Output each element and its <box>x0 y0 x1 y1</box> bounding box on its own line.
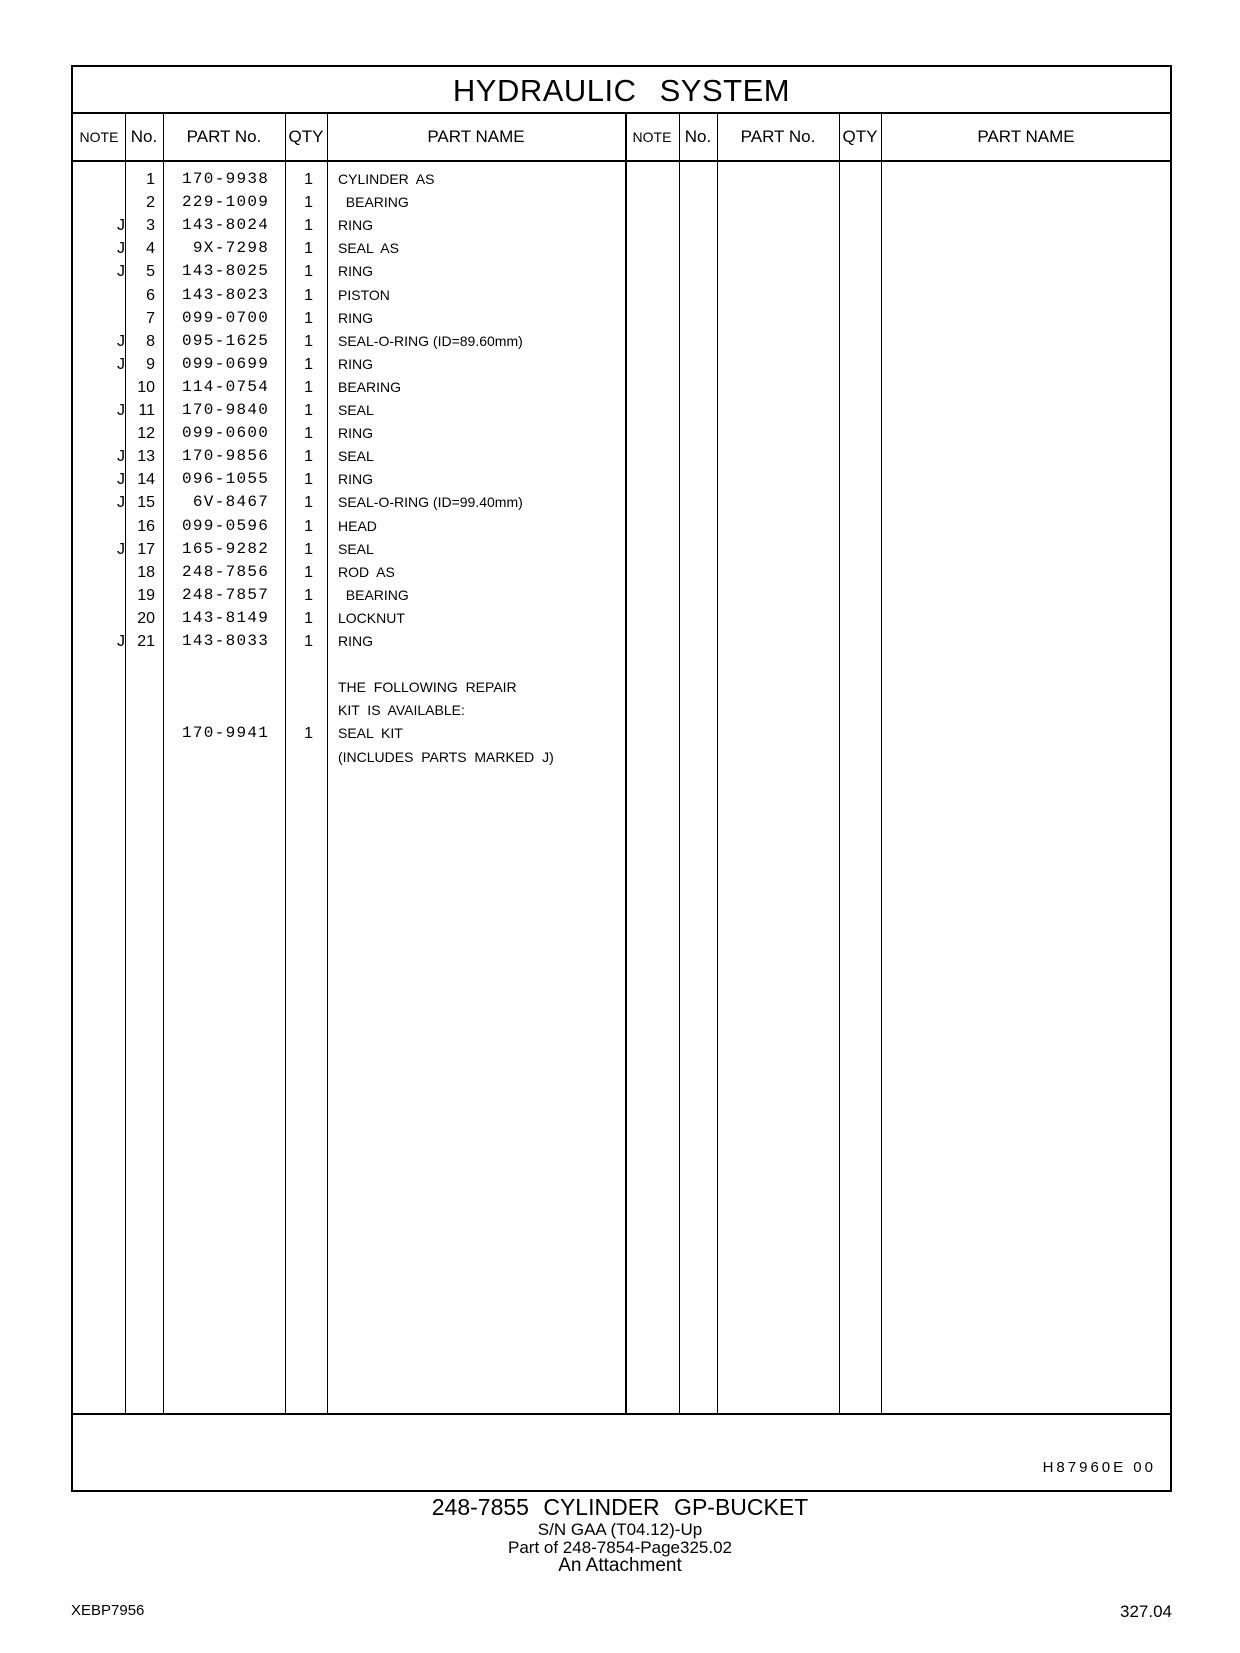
item-number-cell: 14 <box>137 471 155 489</box>
divider-qty-name-right <box>881 114 882 1413</box>
quantity-cell: 1 <box>304 471 313 489</box>
item-number-cell: 5 <box>146 263 155 281</box>
item-number-cell: 10 <box>137 378 155 396</box>
item-number-cell: 2 <box>146 194 155 212</box>
quantity-cell: 1 <box>304 309 313 327</box>
quantity-cell: 1 <box>304 240 313 258</box>
part-name-cell: RING <box>338 217 373 234</box>
part-name-cell: (INCLUDES PARTS MARKED J) <box>338 748 554 765</box>
header-no-right: No. <box>684 127 712 146</box>
part-name-cell: THE FOLLOWING REPAIR <box>338 679 517 696</box>
part-number-cell: 165-9282 <box>182 539 270 558</box>
item-number-cell: 16 <box>137 517 155 535</box>
item-number-cell: 3 <box>146 217 155 235</box>
part-number-cell: 099-0700 <box>182 308 270 327</box>
table-row <box>73 307 633 330</box>
item-number-cell: 9 <box>146 355 155 373</box>
quantity-cell: 1 <box>304 517 313 535</box>
table-row <box>73 491 633 514</box>
quantity-cell: 1 <box>304 355 313 373</box>
part-number-cell: 170-9938 <box>182 170 270 188</box>
part-name-cell: RING <box>338 425 373 442</box>
header-note-right: NOTE <box>632 129 672 145</box>
table-row <box>73 237 633 260</box>
table-row <box>73 399 633 422</box>
item-number-cell: 8 <box>146 332 155 350</box>
note-cell: J <box>117 263 125 281</box>
note-cell: J <box>117 217 125 235</box>
table-row <box>73 538 633 561</box>
table-row <box>73 722 633 745</box>
header-part-name-right: PART NAME <box>977 127 1075 146</box>
part-name-cell: BEARING <box>338 194 409 211</box>
table-bottom-rule <box>73 1413 1170 1415</box>
part-name-cell: ROD AS <box>338 563 395 580</box>
footer-part-of: Part of 248-7854-Page325.02 <box>507 1538 732 1557</box>
header-part-name-left: PART NAME <box>427 127 525 146</box>
part-number-cell: 170-9840 <box>182 401 270 419</box>
title-row <box>73 67 1170 114</box>
header-qty-right: QTY <box>842 127 878 146</box>
footer-title: 248-7855 CYLINDER GP-BUCKET <box>431 1494 809 1520</box>
part-name-cell: BEARING <box>338 378 402 395</box>
footer-serial: S/N GAA (T04.12)-Up <box>537 1520 703 1539</box>
quantity-cell: 1 <box>304 332 313 350</box>
quantity-cell: 1 <box>304 171 313 188</box>
table-row <box>73 260 633 283</box>
part-name-cell: KIT IS AVAILABLE: <box>338 702 465 719</box>
document-id: XEBP7956 <box>71 1602 145 1619</box>
part-name-cell: SEAL <box>338 540 374 557</box>
part-name-cell: SEAL-O-RING (ID=99.40mm) <box>338 494 523 511</box>
drawing-code: H87960E 00 <box>1042 1459 1156 1476</box>
quantity-cell: 1 <box>304 563 313 581</box>
part-number-cell: 170-9941 <box>182 724 270 743</box>
quantity-cell: 1 <box>304 263 313 281</box>
note-cell: J <box>117 355 125 373</box>
part-number-cell: 6V-8467 <box>182 493 270 512</box>
item-number-cell: 21 <box>137 633 155 650</box>
part-name-cell: SEAL KIT <box>338 725 403 742</box>
table-row <box>73 376 633 399</box>
note-cell: J <box>117 494 125 512</box>
part-number-cell: 099-0600 <box>182 424 270 443</box>
part-name-cell: SEAL <box>338 402 374 418</box>
table-row <box>73 353 633 376</box>
note-cell: J <box>117 471 125 489</box>
note-cell: J <box>117 240 125 258</box>
part-name-cell: SEAL AS <box>338 240 399 257</box>
part-name-cell: RING <box>338 471 373 488</box>
note-cell: J <box>117 540 125 558</box>
header-qty-left: QTY <box>288 127 324 146</box>
quantity-cell: 1 <box>304 425 313 443</box>
table-row <box>73 422 633 445</box>
item-number-cell: 11 <box>138 402 155 419</box>
table-row <box>73 676 633 699</box>
part-name-cell: CYLINDER AS <box>338 171 435 187</box>
item-number-cell: 19 <box>137 586 155 604</box>
part-name-cell: LOCKNUT <box>338 609 405 626</box>
table-row <box>73 607 633 630</box>
table-row <box>73 630 633 653</box>
part-number-cell: 143-8025 <box>182 262 270 281</box>
table-row <box>73 330 633 353</box>
part-number-cell: 143-8033 <box>182 632 270 650</box>
note-cell: J <box>117 633 125 650</box>
table-row <box>73 584 633 607</box>
note-cell: J <box>117 448 125 466</box>
part-name-cell: PISTON <box>338 286 390 303</box>
quantity-cell: 1 <box>304 217 313 235</box>
quantity-cell: 1 <box>304 540 313 558</box>
table-row <box>73 214 633 237</box>
table-row <box>73 445 633 468</box>
item-number-cell: 15 <box>137 494 155 512</box>
part-number-cell: 095-1625 <box>182 331 270 350</box>
quantity-cell: 1 <box>304 194 313 212</box>
quantity-cell: 1 <box>304 609 313 627</box>
part-number-cell: 114-0754 <box>182 377 270 396</box>
table-row <box>73 653 633 676</box>
part-name-cell: RING <box>338 309 373 326</box>
part-number-cell: 143-8149 <box>182 608 270 627</box>
item-number-cell: 13 <box>137 448 155 466</box>
header-no-left: No. <box>130 127 158 146</box>
part-number-cell: 9X-7298 <box>182 239 270 258</box>
parts-table-frame <box>71 65 1172 1492</box>
table-row <box>73 561 633 584</box>
table-row <box>73 515 633 538</box>
part-name-cell: SEAL-O-RING (ID=89.60mm) <box>338 332 523 349</box>
part-number-cell: 099-0596 <box>182 516 270 535</box>
page-number: 327.04 <box>1120 1602 1172 1621</box>
divider-no-part-right <box>717 114 718 1413</box>
part-name-cell: RING <box>338 633 373 649</box>
part-number-cell: 143-8023 <box>182 285 270 304</box>
part-name-cell: RING <box>338 355 373 372</box>
footer-attachment: An Attachment <box>558 1555 682 1576</box>
divider-note-no-right <box>679 114 680 1413</box>
part-number-cell: 143-8024 <box>182 216 270 235</box>
quantity-cell: 1 <box>304 448 313 466</box>
part-number-cell: 096-1055 <box>182 470 270 489</box>
table-row <box>73 746 633 769</box>
header-part-no-right: PART No. <box>740 127 816 146</box>
quantity-cell: 1 <box>304 633 313 650</box>
item-number-cell: 6 <box>146 286 155 304</box>
header-part-no-left: PART No. <box>186 127 262 146</box>
item-number-cell: 17 <box>137 540 155 558</box>
item-number-cell: 20 <box>137 609 155 627</box>
part-number-cell: 248-7856 <box>182 562 270 581</box>
divider-part-qty-right <box>839 114 840 1413</box>
table-row <box>73 699 633 722</box>
item-number-cell: 4 <box>146 240 155 258</box>
table-row <box>73 284 633 307</box>
quantity-cell: 1 <box>304 286 313 304</box>
item-number-cell: 1 <box>146 171 155 188</box>
item-number-cell: 12 <box>137 425 155 443</box>
part-number-cell: 229-1009 <box>182 193 270 212</box>
part-number-cell: 248-7857 <box>182 585 270 604</box>
note-cell: J <box>117 332 125 350</box>
part-number-cell: 170-9856 <box>182 447 270 466</box>
section-title: HYDRAULIC SYSTEM <box>452 73 791 108</box>
part-number-cell: 099-0699 <box>182 354 270 373</box>
quantity-cell: 1 <box>304 378 313 396</box>
part-name-cell: SEAL <box>338 448 374 465</box>
header-note-left: NOTE <box>79 129 119 145</box>
table-row <box>73 168 633 191</box>
item-number-cell: 18 <box>137 563 155 581</box>
table-row <box>73 191 633 214</box>
table-row <box>73 468 633 491</box>
part-name-cell: HEAD <box>338 517 377 534</box>
quantity-cell: 1 <box>304 586 313 604</box>
note-cell: J <box>117 402 125 419</box>
part-name-cell: BEARING <box>338 586 409 603</box>
quantity-cell: 1 <box>304 402 313 419</box>
item-number-cell: 7 <box>146 309 155 327</box>
quantity-cell: 1 <box>304 725 313 743</box>
header-row <box>73 114 1170 162</box>
quantity-cell: 1 <box>304 494 313 512</box>
part-name-cell: RING <box>338 263 373 280</box>
